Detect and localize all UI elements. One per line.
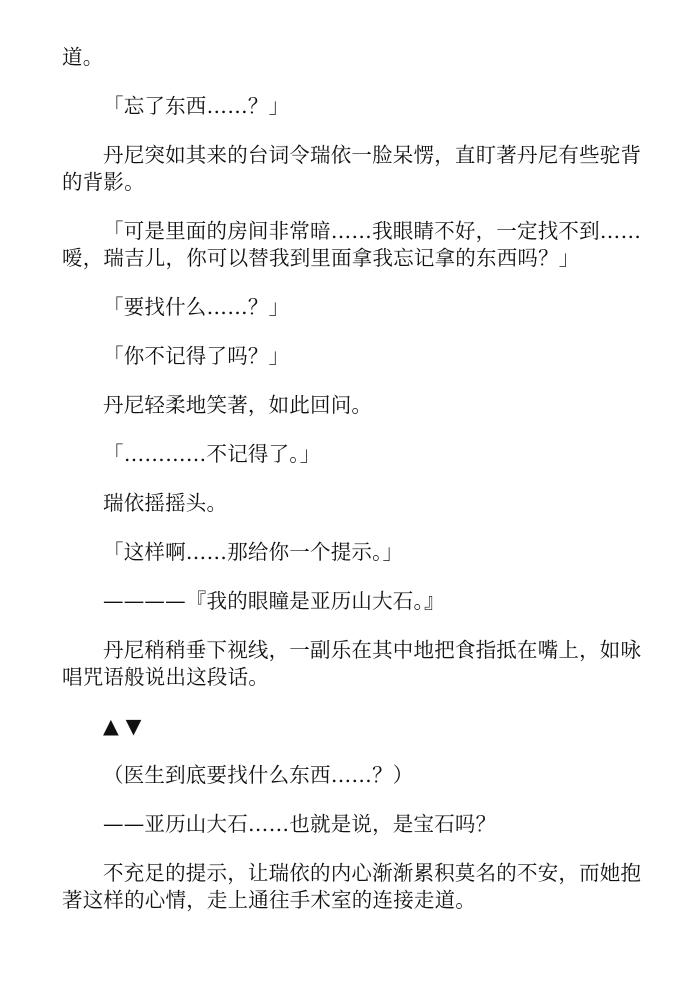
paragraph-dialogue: 「忘了东西……？」 <box>103 94 290 118</box>
paragraph-narration: 瑞依摇摇头。 <box>103 491 228 515</box>
paragraph-narration: 不充足的提示，让瑞依的内心渐渐累积莫名的不安，而她抱著这样的心情，走上通往手术室的连接走道。 <box>62 861 642 912</box>
section-break-marker: ▲ ▼ <box>103 714 142 738</box>
paragraph-narration: 丹尼轻柔地笑著，如此回问。 <box>103 393 373 417</box>
paragraph-dialogue: 「可是里面的房间非常暗……我眼睛不好，一定找不到……嗳，瑞吉儿，你可以替我到里面拿我忘记拿的东西吗？」 <box>62 219 642 270</box>
paragraph-continuation: 道。 <box>62 45 104 69</box>
document-page <box>62 44 642 936</box>
paragraph-dialogue: 「…………不记得了。」 <box>103 442 321 466</box>
paragraph-thought: ——亚历山大石……也就是说，是宝石吗？ <box>103 812 497 836</box>
paragraph-dialogue: 「你不记得了吗？」 <box>103 344 290 368</box>
paragraph-dialogue: 「这样啊……那给你一个提示。」 <box>103 540 404 564</box>
paragraph-quote: ————『我的眼瞳是亚历山大石。』 <box>103 589 445 613</box>
paragraph-dialogue: 「要找什么……？」 <box>103 295 290 319</box>
paragraph-narration: 丹尼稍稍垂下视线，一副乐在其中地把食指抵在嘴上，如咏唱咒语般说出这段话。 <box>62 638 642 689</box>
paragraph-thought: （医生到底要找什么东西……？） <box>103 763 414 787</box>
paragraph-narration: 丹尼突如其来的台词令瑞依一脸呆愣，直盯著丹尼有些驼背的背影。 <box>62 143 642 194</box>
